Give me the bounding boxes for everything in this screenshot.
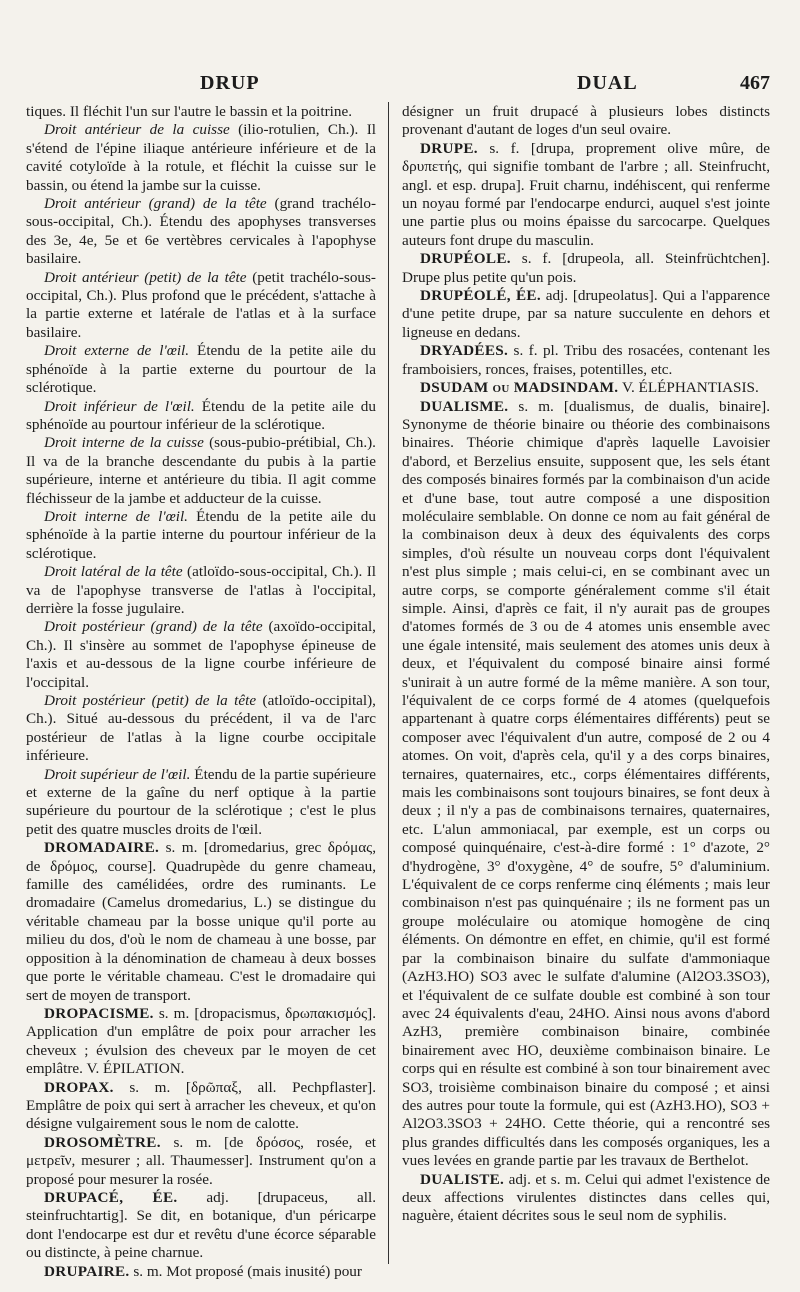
entry-text: s. m. Mot proposé (mais inusité) pour: [129, 1262, 362, 1280]
entry-paragraph: [26, 342, 376, 397]
entry-headword: DROPACISME.: [44, 1004, 154, 1022]
entry-text: désigner un fruit drupacé à plusieurs lobes distincts provenant d'autant de loges d'un seul ovaire.: [402, 103, 770, 139]
dictionary-entry: [26, 1189, 376, 1263]
entry-headword: DRUPÉOLÉ, ÉE.: [420, 287, 541, 305]
entry-text: s. m. [dualismus, de dualis, binaire]. Synonyme de théorie binaire ou théorie des combinaisons binaires. Théorie chimique d'après laquelle Lavoisier d'abord, et Berzelius ensuite, supposent que, les sels étant des composés binaires formés par la combinaison d'un acide et d'une base, tout autre composé a une disposition moléculaire semblable. On donne ce nom au fait général de la combinaison deux à deux des équivalents des corps simples, d'où résulte un nouveau corps dont l'équivalent n'est plus simple ; mais celui-ci, en se combinant avec un autre corps, se comporte généralement comme s'il était simple. Ainsi, d'après ce fait, il n'y aurait pas de groupes d'atomes formés de 3 ou de 4 atomes unis ensemble avec une égale intensité, mais seulement des atomes unis deux à deux, et l'équivalent du composé binaire ainsi formé s'unirait à un autre formé de la même manière. A son tour, l'équivalent de ce corps formé de 4 atomes (quelquefois appartenant à quatre corps élémentaires différents) peut se composer avec l'équivalent d'un autre, composé de 2 ou 4 atomes. On voit, d'après cela, qu'il y a des corps binaires, ternaires, quaternaires, etc., corps élémentaires différents, mais les combinaisons sont toujours binaires, se font deux à deux ; il n'y a pas de combinaisons ternaires, quaternaires, etc. L'alun ammoniacal, par exemple, est un corps ou composé quinquénaire, c'est-à-dire formé : 1° d'azote, 2° d'hydrogène, 3° d'oxygène, 4° de soufre, 5° d'aluminium. L'équivalent de ce corps renferme cinq éléments ; mais leur combinaison n'est pas quinquénaire ; ils ne forment pas un groupe moléculaire ou atomique homogène de cinq éléments. On démontre en effet, en chimie, qu'il est formé par la combinaison binaire du sulfate d'ammoniaque (AzH3.HO) SO3 avec le sulfate d'alumine (Al2O3.3SO3), et l'équivalent de ce sulfate double est combiné à son tour avec 24 équivalents d'eau, 24HO. Ainsi nous avons d'abord AzH3, première combinaison binaire, combinée binairement avec HO, deuxième combinaison binaire. Le corps qui en résulte est combiné à son tour binairement avec SO3, troisième combinaison binaire du composé ; et ainsi des autres pour toute la formule, qui est (AzH3.HO), SO3 + Al2O3.3SO3 + 24HO. Cette théorie, qui a rencontré ses plus grandes difficultés dans les composés organiques, les a vues levées en grande partie par les travaux de Berthelot.: [402, 397, 770, 1170]
entry-headword: DUALISME.: [420, 397, 509, 415]
entry-paragraph: [26, 398, 376, 435]
entry-headword: DSUDAM ou MADSINDAM.: [420, 379, 619, 397]
subentry-term: Droit postérieur (petit) de la tête: [44, 692, 257, 709]
entry-headword: DROSOMÈTRE.: [44, 1133, 161, 1151]
dictionary-entry: [402, 398, 770, 1171]
entry-headword: DUALISTE.: [420, 1170, 505, 1188]
entry-headword: DRUPÉOLE.: [420, 250, 511, 268]
entry-headword: DROPAX.: [44, 1078, 114, 1096]
entry-text: tiques. Il fléchit l'un sur l'autre le bassin et la poitrine.: [26, 103, 353, 120]
subentry-term: Droit externe de l'œil.: [44, 342, 190, 360]
entry-text: (ilio-rotulien, Ch.). Il s'étend de l'épine iliaque antérieure inférieure et de la cavité cotyloïde à la rotule, et fléchit la cuisse sur le bassin, ou étend la jambe sur la cuisse.: [26, 121, 376, 194]
page-number: 467: [740, 72, 770, 94]
column-divider: [388, 102, 389, 1264]
subentry-term: Droit inférieur de l'œil.: [44, 397, 195, 415]
entry-text: Étendu de la partie supérieure et externe de la gaîne du nerf optique à la partie supérieure du pourtour de la sclérotique ; c'est le plus petit des quatre muscles droits de l'œil.: [26, 765, 376, 838]
entry-headword: DROMADAIRE.: [44, 839, 160, 857]
entry-paragraph: [26, 434, 376, 508]
entry-paragraph: [26, 692, 376, 766]
right-column: [402, 103, 770, 1226]
entry-headword: DRUPACÉ, ÉE.: [44, 1188, 178, 1206]
dictionary-entry: [402, 342, 770, 379]
dictionary-entry: [26, 1134, 376, 1189]
dictionary-entry: [402, 287, 770, 342]
entry-headword: DRUPE.: [420, 139, 478, 157]
entry-text: Étendu de la petite aile du sphénoïde à la partie interne du pourtour inférieur de la sclérotique.: [26, 507, 376, 562]
entry-text: s. m. [dromedarius, grec δρόμας, de δρόμος, course]. Quadrupède du genre chameau, famille des camélidées, ordre des ruminants. Le dromadaire (Camelus dromedarius, L.) se distingue du véritable chameau par la bosse unique qu'il porte au milieu du dos, d'où le nom de chameau à une bosse, par opposition à la dénomination de chameau à deux bosses que porte le véritable chameau. C'est le dromadaire qui sert de moyen de transport.: [26, 839, 376, 1004]
entry-text: (axoïdo-occipital, Ch.). Il s'insère au sommet de l'apophyse épineuse de l'axis et au-dessous de la ligne courbe inférieure de l'occipital.: [26, 618, 376, 691]
entry-text: adj. et s. m. Celui qui admet l'existence de deux affections virulentes distinctes dans celles qui, naguère, étaient décrites sous le seul nom de syphilis.: [402, 1170, 770, 1225]
entry-text: V. ÉLÉPHANTIASIS.: [618, 379, 759, 397]
subentry-term: Droit antérieur (grand) de la tête: [44, 195, 267, 213]
subentry-term: Droit antérieur (petit) de la tête: [44, 268, 247, 286]
entry-text: (atloïdo-occipital), Ch.). Situé au-dessous du précédent, il va de l'arc postérieur de l'atlas à la ligne courbe occipitale inférieure.: [26, 692, 376, 765]
entry-paragraph: [26, 103, 376, 121]
entry-headword: DRYADÉES.: [420, 342, 509, 360]
entry-text: s. m. [dropacismus, δρωπακισμός]. Application d'un emplâtre de poix pour arracher les cheveux ; évulsion des cheveux par le moyen de cet emplâtre. V. ÉPILATION.: [26, 1004, 376, 1078]
entry-text: s. f. pl. Tribu des rosacées, contenant les framboisiers, ronces, fraises, potentilles, etc.: [402, 342, 770, 378]
entry-text: Étendu de la petite aile du sphénoïde à la partie externe du pourtour de la sclérotique.: [26, 342, 376, 397]
dictionary-entry: [402, 1171, 770, 1226]
left-column: [26, 103, 376, 1281]
subentry-term: Droit interne de l'œil.: [44, 507, 188, 525]
entry-paragraph: [402, 103, 770, 140]
entry-text: Étendu de la petite aile du sphénoïde au pourtour inférieur de la sclérotique.: [26, 397, 376, 433]
entry-text: s. f. [drupeola, all. Steinfrüchtchen]. Drupe plus petite qu'un pois.: [402, 250, 770, 286]
entry-paragraph: [26, 121, 376, 195]
entry-paragraph: [26, 269, 376, 343]
subentry-term: Droit supérieur de l'œil.: [44, 765, 191, 783]
dictionary-entry: [402, 250, 770, 287]
entry-text: s. f. [drupa, proprement olive mûre, de δρυπετής, qui signifie tombant de l'arbre ; all. Steinfrucht, angl. et esp. drupa]. Fruit charnu, indéhiscent, qui renferme un noyau formé par l'endocarpe endurci, auquel s'est jointe une partie plus ou moins épaisse du sarcocarpe. Quelques auteurs font drupe du masculin.: [402, 139, 770, 249]
subentry-term: Droit antérieur de la cuisse: [44, 121, 230, 139]
entry-headword: DRUPAIRE.: [44, 1262, 130, 1280]
entry-text: (sous-pubio-prétibial, Ch.). Il va de la branche descendante du pubis à la partie supérieure, interne et antérieure du tibia. Il agit comme fléchisseur de la jambe et adducteur de la cuisse.: [26, 434, 376, 507]
entry-text: (grand trachélo-sous-occipital, Ch.). Étendu des apophyses transverses des 3e, 4e, 5e et 6e vertèbres cervicales à l'apophyse basilaire.: [26, 195, 377, 268]
header-right-word: DUAL: [577, 72, 638, 94]
entry-text: (petit trachélo-sous-occipital, Ch.). Plus profond que le précédent, s'attache à la partie externe et latérale de l'atlas et à la surface basilaire.: [26, 268, 376, 341]
subentry-term: Droit latéral de la tête: [44, 563, 183, 581]
dictionary-entry: [402, 379, 770, 397]
entry-paragraph: [26, 508, 376, 563]
dictionary-entry: [26, 1005, 376, 1079]
subentry-term: Droit interne de la cuisse: [44, 434, 204, 452]
entry-text: s. m. [de δρόσος, rosée, et μετρεῖν, mesurer ; all. Thaumesser]. Instrument qu'on a proposé pour mesurer la rosée.: [26, 1133, 376, 1188]
running-header: [44, 72, 770, 98]
entry-text: (atloïdo-sous-occipital, Ch.). Il va de l'apophyse transverse de l'atlas à l'occipital, derrière la fosse jugulaire.: [26, 563, 376, 617]
entry-text: adj. [drupeolatus]. Qui a l'apparence d'une petite drupe, par sa nature succulente en dehors et ligneuse en dedans.: [402, 287, 770, 341]
entry-paragraph: [26, 766, 376, 840]
entry-paragraph: [26, 195, 376, 269]
entry-text: adj. [drupaceus, all. steinfruchtartig]. Se dit, en botanique, d'un péricarpe dont l'endocarpe est dur et revêtu d'une écorce séparable ou distincte, à peine charnue.: [26, 1188, 377, 1262]
dictionary-entry: [26, 1079, 376, 1134]
entry-text: s. m. [δρῶπαξ, all. Pechpflaster]. Emplâtre de poix qui sert à arracher les cheveux, et qu'on désigne vulgairement sous le nom de calotte.: [26, 1078, 376, 1133]
header-left-word: DRUP: [200, 72, 260, 94]
dictionary-entry: [26, 1263, 376, 1281]
entry-paragraph: [26, 563, 376, 618]
dictionary-entry: [26, 839, 376, 1005]
entry-paragraph: [26, 618, 376, 692]
subentry-term: Droit postérieur (grand) de la tête: [44, 618, 263, 636]
dictionary-entry: [402, 140, 770, 250]
